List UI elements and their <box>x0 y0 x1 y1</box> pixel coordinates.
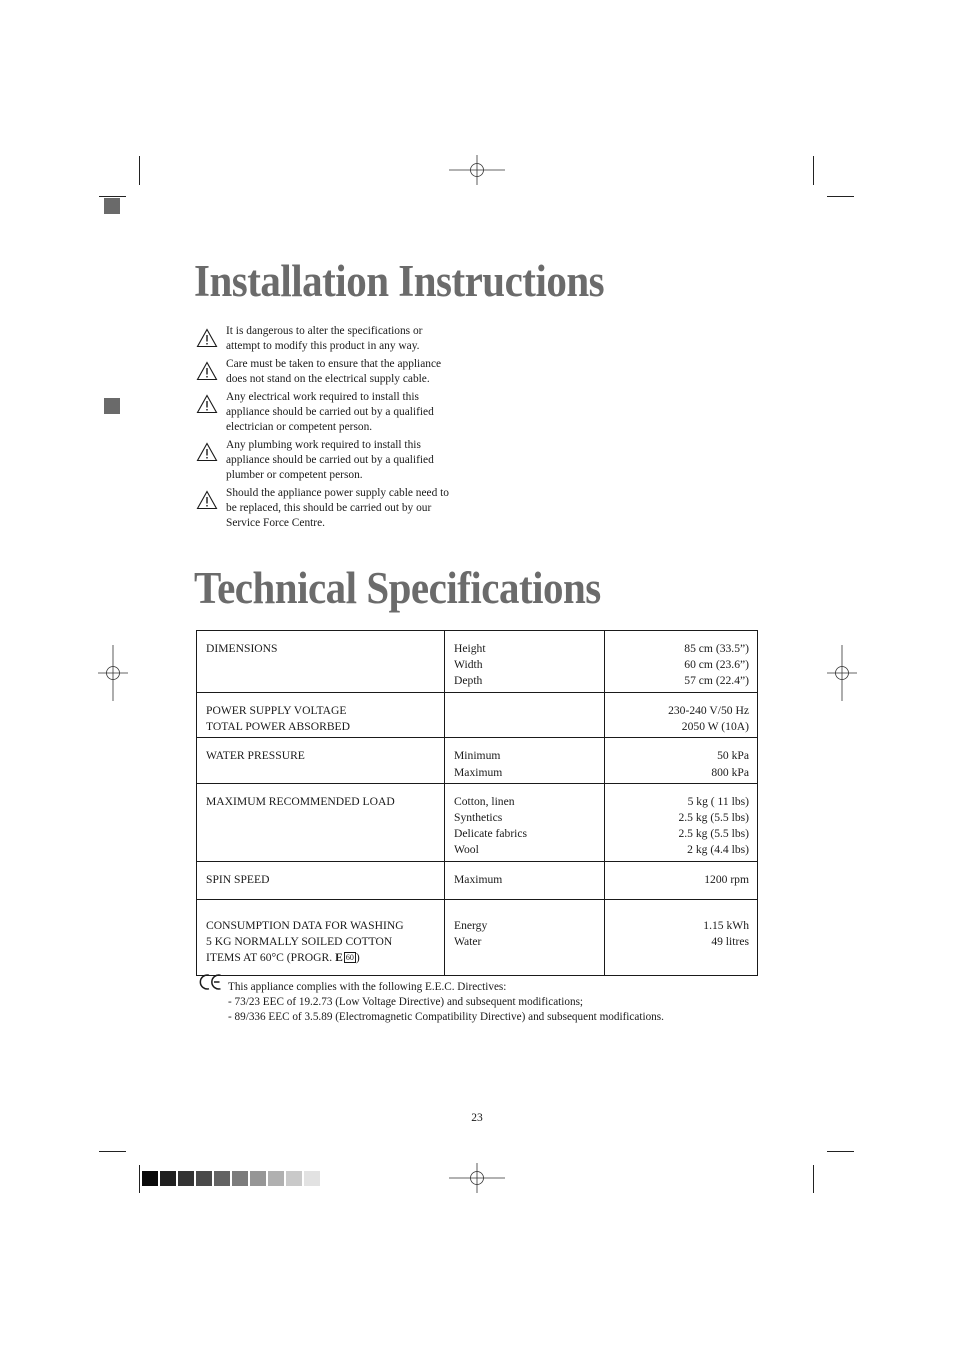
warning-text <box>226 486 466 531</box>
spec-category-line: CONSUMPTION DATA FOR WASHING <box>206 918 404 932</box>
warning-item <box>196 438 476 483</box>
warning-text-line: attempt to modify this product in any way. <box>226 340 420 352</box>
registration-crosshair-icon <box>827 645 857 701</box>
spec-value-line: 2050 W (10A) <box>681 720 749 734</box>
spec-label-line: Width <box>454 658 483 672</box>
color-swatch <box>142 1171 158 1186</box>
color-swatch-strip <box>142 1171 320 1186</box>
spec-label-line: Synthetics <box>454 811 503 825</box>
color-swatch <box>160 1171 176 1186</box>
warning-text-line: Service Force Centre. <box>226 517 325 529</box>
program-prefix: ITEMS AT 60°C (PROGR. <box>206 951 336 965</box>
warning-text <box>226 438 466 483</box>
spec-row <box>197 861 758 899</box>
warning-text <box>226 324 466 354</box>
warning-text-line: Should the appliance power supply cable need to <box>226 487 450 499</box>
registration-square <box>104 398 120 414</box>
spec-value-line: 60 cm (23.6”) <box>684 658 749 672</box>
crop-mark <box>813 1165 814 1193</box>
spec-value-line: 50 kPa <box>717 749 749 763</box>
spec-category-line: SPIN SPEED <box>206 872 270 886</box>
warning-text <box>226 357 466 387</box>
spec-label <box>445 861 605 899</box>
spec-category <box>197 783 445 861</box>
warning-item <box>196 486 476 531</box>
spec-label-line: Minimum <box>454 749 501 763</box>
spec-label-line: Energy <box>454 918 488 932</box>
spec-row <box>197 631 758 693</box>
spec-label <box>445 693 605 738</box>
spec-value-line: 800 kPa <box>711 765 749 779</box>
compliance-text <box>228 980 664 1024</box>
spec-label-line: Height <box>454 642 486 655</box>
color-swatch <box>196 1171 212 1186</box>
color-swatch <box>178 1171 194 1186</box>
warning-text-line: be replaced, this should be carried out by our <box>226 502 432 514</box>
spec-category <box>197 693 445 738</box>
program-letter: E <box>335 951 343 965</box>
compliance-line: - 89/336 EEC of 3.5.89 (Electromagnetic Compatibility Directive) and subsequent modifications. <box>228 1010 664 1023</box>
warning-text-line: appliance should be carried out by a qualified <box>226 406 434 418</box>
color-swatch <box>232 1171 248 1186</box>
installation-title: Installation Instructions <box>194 254 605 307</box>
registration-crosshair-icon <box>98 645 128 701</box>
spec-value-line: 1.15 kWh <box>703 918 749 932</box>
spec-row <box>197 738 758 783</box>
color-swatch <box>250 1171 266 1186</box>
spec-category <box>197 631 445 693</box>
program-suffix: ) <box>355 951 360 965</box>
color-swatch <box>286 1171 302 1186</box>
spec-category-line: 5 KG NORMALLY SOILED COTTON <box>206 934 393 948</box>
spec-value-line: 5 kg ( 11 lbs) <box>687 794 749 808</box>
spec-value-line: 230-240 V/50 Hz <box>668 704 749 717</box>
crop-mark <box>99 1151 126 1152</box>
spec-category-line: MAXIMUM RECOMMENDED LOAD <box>206 794 395 808</box>
spec-row-consumption <box>197 899 758 975</box>
warning-triangle-icon <box>196 442 218 462</box>
warning-text-line: Care must be taken to ensure that the appliance <box>226 358 442 370</box>
warning-triangle-icon <box>196 361 218 381</box>
spec-value-line: 2.5 kg (5.5 lbs) <box>678 811 749 825</box>
spec-category-line: WATER PRESSURE <box>206 749 305 763</box>
spec-row <box>197 783 758 861</box>
crop-mark <box>813 156 814 185</box>
spec-category <box>197 861 445 899</box>
warning-text-line: plumber or competent person. <box>226 469 363 481</box>
warning-text-line: Any electrical work required to install this <box>226 391 419 403</box>
compliance-line: This appliance complies with the following E.E.C. Directives: <box>228 981 507 993</box>
spec-category <box>197 738 445 783</box>
registration-crosshair-icon <box>449 155 505 185</box>
registration-square <box>104 198 120 214</box>
warning-triangle-icon <box>196 328 218 348</box>
color-swatch <box>304 1171 320 1186</box>
crop-mark <box>139 1165 140 1193</box>
warning-text <box>226 390 466 435</box>
warning-text-line: appliance should be carried out by a qualified <box>226 454 434 466</box>
spec-category-line <box>206 950 436 966</box>
warning-item <box>196 324 476 354</box>
warning-triangle-icon <box>196 394 218 414</box>
registration-crosshair-icon <box>449 1163 505 1193</box>
spec-value-line: 2 kg (4.4 lbs) <box>687 843 749 857</box>
warning-text-line: Any plumbing work required to install this <box>226 439 421 451</box>
spec-category-line: TOTAL POWER ABSORBED <box>206 720 351 734</box>
ce-mark-icon <box>198 972 224 992</box>
warning-list <box>196 324 476 534</box>
spec-label-line: Maximum <box>454 872 503 886</box>
spec-value <box>605 693 758 738</box>
warning-triangle-icon <box>196 490 218 510</box>
compliance-line: - 73/23 EEC of 19.2.73 (Low Voltage Directive) and subsequent modifications; <box>228 995 584 1008</box>
spec-value <box>605 783 758 861</box>
warning-text-line: does not stand on the electrical supply cable. <box>226 373 430 385</box>
spec-value-line: 57 cm (22.4”) <box>684 674 749 688</box>
spec-value <box>605 631 758 693</box>
spec-value-line: 1200 rpm <box>704 872 749 886</box>
spec-value <box>605 899 758 975</box>
spec-label-line: Maximum <box>454 765 503 779</box>
spec-row <box>197 693 758 738</box>
spec-label <box>445 899 605 975</box>
spec-label <box>445 783 605 861</box>
spec-value <box>605 861 758 899</box>
color-swatch <box>268 1171 284 1186</box>
crop-mark <box>99 196 126 197</box>
warning-item <box>196 390 476 435</box>
warning-item <box>196 357 476 387</box>
technical-title: Technical Specifications <box>194 561 601 614</box>
spec-label-line: Water <box>454 934 482 948</box>
spec-value <box>605 738 758 783</box>
spec-value-line: 85 cm (33.5”) <box>684 642 749 655</box>
warning-text-line: electrician or competent person. <box>226 421 373 433</box>
spec-category-line: DIMENSIONS <box>206 642 278 655</box>
page-number: 23 <box>471 1112 483 1124</box>
spec-label-line: Delicate fabrics <box>454 827 528 841</box>
program-badge: 60 <box>345 953 354 963</box>
crop-mark <box>827 1151 854 1152</box>
spec-category <box>197 899 445 975</box>
spec-label <box>445 738 605 783</box>
spec-category-line: POWER SUPPLY VOLTAGE <box>206 704 347 717</box>
spec-label-line: Cotton, linen <box>454 794 515 808</box>
spec-label-line: Wool <box>454 843 479 857</box>
spec-table <box>196 630 758 976</box>
warning-text-line: It is dangerous to alter the specifications or <box>226 325 423 337</box>
spec-label <box>445 631 605 693</box>
color-swatch <box>214 1171 230 1186</box>
spec-label-line: Depth <box>454 674 483 688</box>
spec-value-line: 2.5 kg (5.5 lbs) <box>678 827 749 841</box>
crop-mark <box>139 156 140 185</box>
crop-mark <box>827 196 854 197</box>
spec-value-line: 49 litres <box>711 934 749 948</box>
